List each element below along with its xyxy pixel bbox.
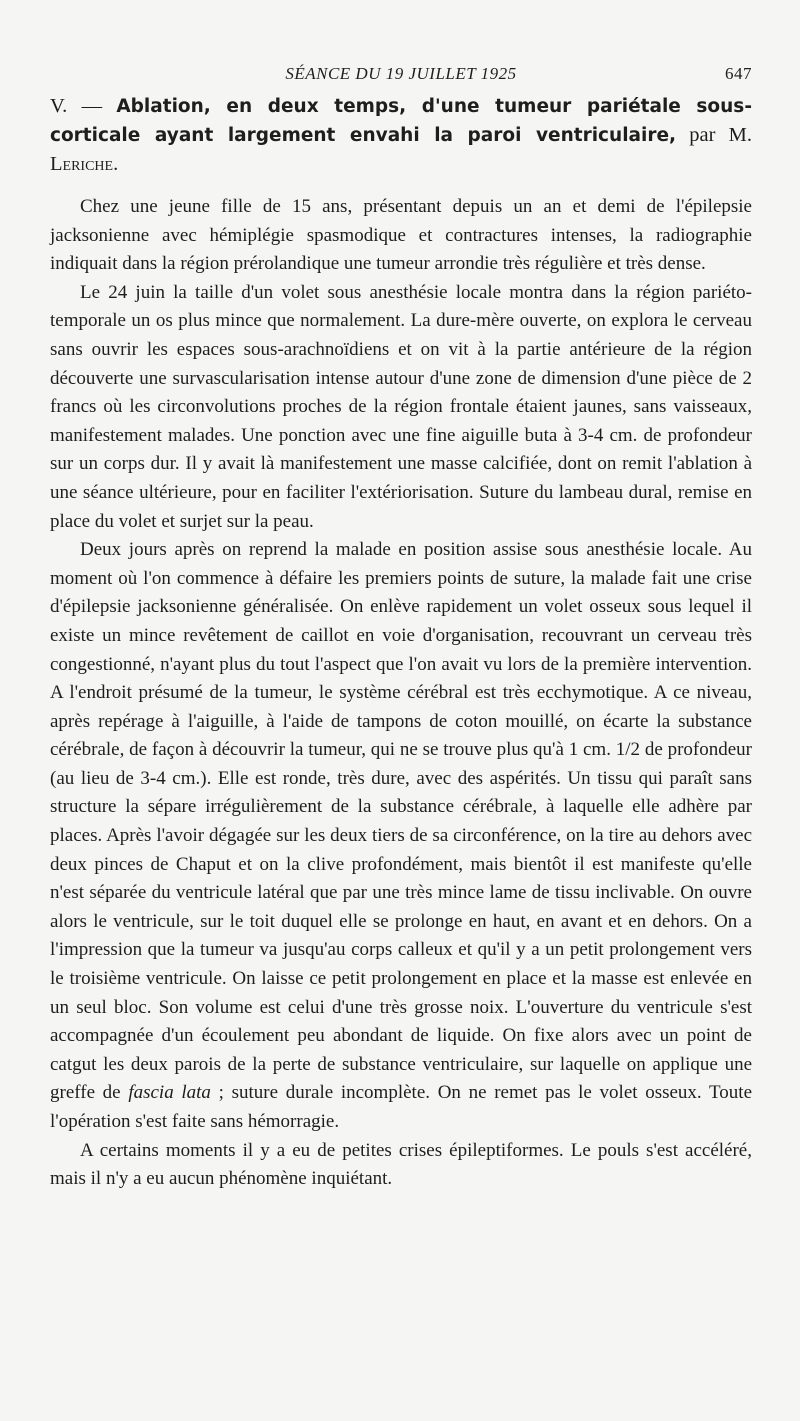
article-number: V. — bbox=[50, 95, 103, 117]
article-by: par M. bbox=[689, 124, 752, 146]
paragraph-3-end: ; suture durale incomplète. On ne remet pas le volet osseux. Toute l'opération s'est faite sans hémorragie. bbox=[50, 1082, 753, 1132]
article-author: Leriche. bbox=[50, 153, 119, 175]
paragraph-3 bbox=[50, 536, 752, 1136]
article-heading bbox=[50, 92, 752, 179]
running-head-title: SÉANCE DU 19 JUILLET 1925 bbox=[285, 64, 517, 83]
paragraph-4: A certains moments il y a eu de petites crises épileptiformes. Le pouls s'est accéléré, mais il n'y a eu aucun phénomène inquiétant. bbox=[50, 1139, 752, 1190]
document-page bbox=[50, 64, 752, 1194]
paragraph-3-italic: fascia lata bbox=[128, 1082, 211, 1104]
page-number: 647 bbox=[725, 64, 752, 83]
running-head bbox=[50, 64, 752, 92]
paragraph-1: Chez une jeune fille de 15 ans, présentant depuis un an et demi de l'épilepsie jacksonienne avec hémiplégie spasmodique et contractures intenses, la radiographie indiquait dans la région prérolandique une tumeur arrondie très régulière et très dense. bbox=[50, 196, 752, 275]
paragraph-3-text: Deux jours après on reprend la malade en position assise sous anesthésie locale. Au moment où l'on commence à défaire les premiers points de suture, la malade fait une crise d'épilepsie jacksonienne généralisée. On enlève rapidement un volet osseux sous lequel il existe un mince revêtement de caillot en voie d'organisation, recouvrant un cerveau très congestionné, n'ayant plus du tout l'aspect que l'on avait vu lors de la première intervention. A l'endroit présumé de la tumeur, le système cérébral est très ecchymotique. A ce niveau, après repérage à l'aiguille, à l'aide de tampons de coton mouillé, on écarte la substance cérébrale, de façon à découvrir la tumeur, qui ne se trouve plus qu'à 1 cm. 1/2 de profondeur (au lieu de 3-4 cm.). Elle est ronde, très dure, avec des aspérités. Un tissu qui paraît sans structure la sépare irrégulièrement de la substance cérébrale, à laquelle elle adhère par places. Après l'avoir dégagée sur les deux tiers de sa circonférence, on la tire au dehors avec deux pinces de Chaput et on la clive profondément, mais bientôt il est manifeste qu'elle n'est séparée du ventricule latéral que par une très mince lame de tissu inclivable. On ouvre alors le ventricule, sur le toit duquel elle se prolonge en haut, en avant et en dehors. On a l'impression que la tumeur va jusqu'au corps calleux et qu'il y a un petit prolongement vers le troisième ventricule. On laisse ce petit prolongement en place et la masse est enlevée en un seul bloc. Son volume est celui d'une très grosse noix. L'ouverture du ventricule s'est accompagnée d'un écoulement peu abondant de liquide. On fixe alors avec un point de catgut les deux parois de la perte de substance ventriculaire, sur laquelle on applique une greffe de bbox=[50, 539, 752, 1104]
article-title: Ablation, en deux temps, d'une tumeur pariétale sous-corticale ayant largement envahi la paroi ventriculaire, bbox=[50, 96, 753, 146]
paragraph-2: Le 24 juin la taille d'un volet sous anesthésie locale montra dans la région pariéto-temporale un os plus mince que normalement. La dure-mère ouverte, on explora le cerveau sans ouvrir les espaces sous-arachnoïdiens et on vit à la partie antérieure de la région découverte une survascularisation intense autour d'une zone de dimension d'une pièce de 2 francs où les circonvolutions proches de la région frontale étaient jaunes, sans vaisseaux, manifestement malades. Une ponction avec une fine aiguille buta à 3-4 cm. de profondeur sur un corps dur. Il y avait là manifestement une masse calcifiée, dont on remit l'ablation à une séance ultérieure, pour en faciliter l'extériorisation. Suture du lambeau dural, remise en place du volet et surjet sur la peau. bbox=[50, 281, 752, 532]
